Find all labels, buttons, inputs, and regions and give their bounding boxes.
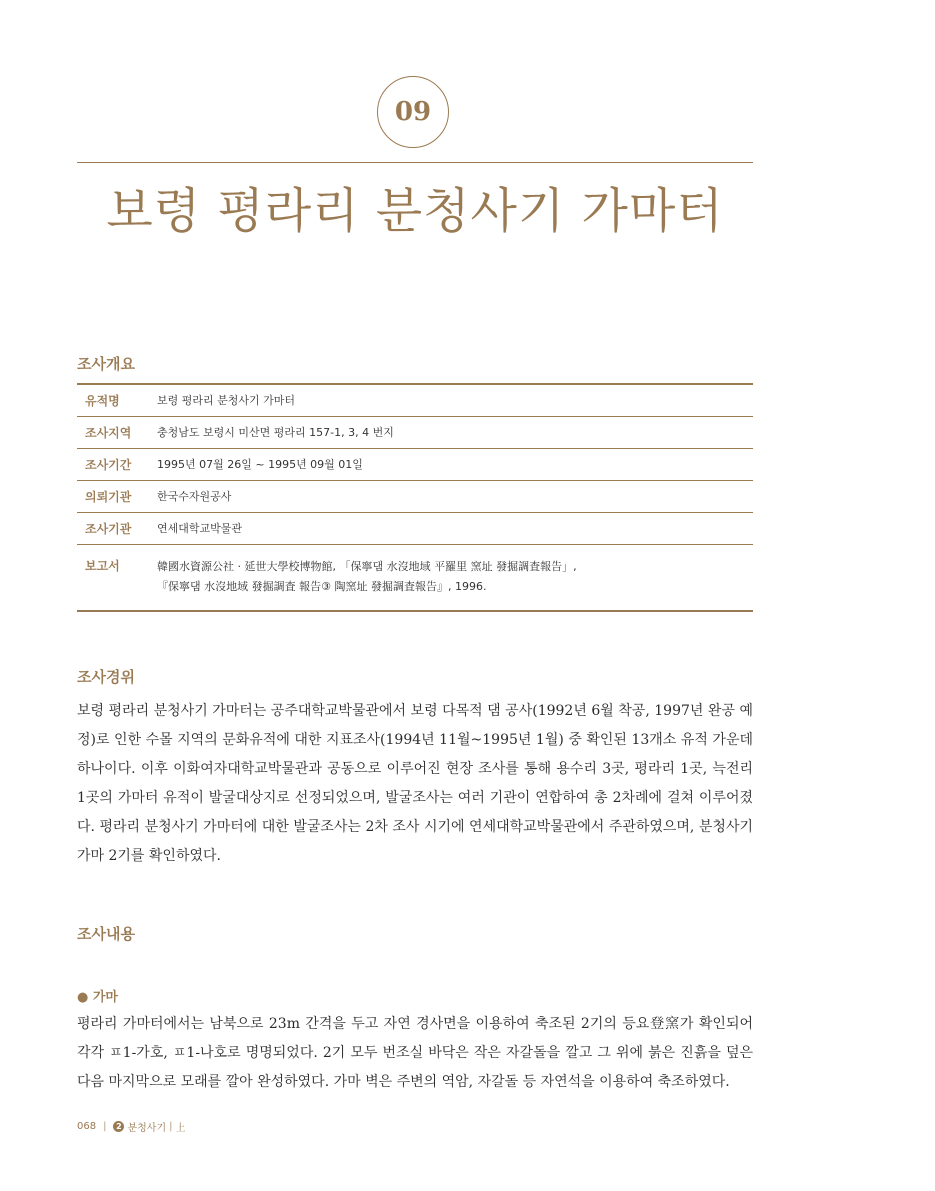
row-value bbox=[157, 557, 577, 597]
row-value: 보령 평라리 분청사기 가마터 bbox=[157, 393, 296, 407]
row-label: 조사기간 bbox=[85, 458, 132, 472]
kiln-subheading: ● 가마 bbox=[77, 990, 118, 1005]
contents-heading: 조사내용 bbox=[77, 925, 135, 943]
table-row bbox=[77, 513, 753, 545]
section-number-badge: 2 bbox=[113, 1121, 124, 1132]
overview-heading: 조사개요 bbox=[77, 355, 135, 373]
footer-volume: 上 bbox=[175, 1123, 186, 1134]
report-line: 韓國水資源公社 · 延世大學校博物館, 「保寧댐 水沒地域 平羅里 窯址 發掘調査報告」, bbox=[157, 560, 577, 573]
kiln-paragraph: 평라리 가마터에서는 남북으로 23m 간격을 두고 자연 경사면을 이용하여 축조된 2기의 등요登窯가 확인되어 각각 ㅍ1-가호, ㅍ1-나호로 명명되었다. 2기 모두 번조실 바닥은 작은 자갈돌을 깔고 그 위에 붉은 진흙을 덮은 다음 마지막으로 모래를 깔아 완성하였다. 가마 벽은 주변의 역암, 자갈돌 등 자연석을 이용하여 축조하였다. bbox=[77, 1016, 753, 1090]
row-label: 보고서 bbox=[85, 559, 120, 573]
row-value: 연세대학교박물관 bbox=[157, 521, 243, 535]
row-label: 유적명 bbox=[85, 394, 120, 408]
table-row bbox=[77, 449, 753, 481]
overview-table bbox=[77, 383, 753, 612]
chapter-number-badge: 09 bbox=[377, 76, 449, 148]
page-footer bbox=[77, 1119, 185, 1134]
row-value: 충청남도 보령시 미산면 평라리 157-1, 3, 4 번지 bbox=[157, 425, 394, 439]
row-label: 의뢰기관 bbox=[85, 490, 132, 504]
page-title: 보령 평라리 분청사기 가마터 bbox=[106, 183, 724, 239]
table-row bbox=[77, 545, 753, 610]
footer-separator: | bbox=[169, 1121, 173, 1132]
table-row bbox=[77, 385, 753, 417]
page-number: 068 bbox=[77, 1121, 97, 1132]
row-value: 1995년 07월 26일 ~ 1995년 09월 01일 bbox=[157, 457, 363, 471]
row-label: 조사지역 bbox=[85, 426, 132, 440]
row-label: 조사기관 bbox=[85, 522, 132, 536]
row-value: 한국수자원공사 bbox=[157, 489, 232, 503]
background-heading: 조사경위 bbox=[77, 668, 135, 686]
footer-separator: | bbox=[103, 1121, 107, 1132]
footer-section: 분청사기 bbox=[127, 1123, 167, 1134]
table-row bbox=[77, 481, 753, 513]
report-line: 『保寧댐 水沒地域 發掘調査 報告③ 陶窯址 發掘調査報告』, 1996. bbox=[157, 580, 487, 593]
title-divider bbox=[77, 162, 753, 163]
table-row bbox=[77, 417, 753, 449]
background-paragraph: 보령 평라리 분청사기 가마터는 공주대학교박물관에서 보령 다목적 댐 공사(1992년 6월 착공, 1997년 완공 예정)로 인한 수몰 지역의 문화유적에 대한 지표조사(1994년 11월~1995년 1월) 중 확인된 13개소 유적 가운데 하나이다. 이후 이화여자대학교박물관과 공동으로 이루어진 현장 조사를 통해 용수리 3곳, 평라리 1곳, 늑전리 1곳의 가마터 유적이 발굴대상지로 선정되었으며, 발굴조사는 여러 기관이 연합하여 총 2차례에 걸쳐 이루어졌다. 평라리 분청사기 가마터에 대한 발굴조사는 2차 조사 시기에 연세대학교박물관에서 주관하였으며, 분청사기 가마 2기를 확인하였다. bbox=[77, 703, 753, 864]
